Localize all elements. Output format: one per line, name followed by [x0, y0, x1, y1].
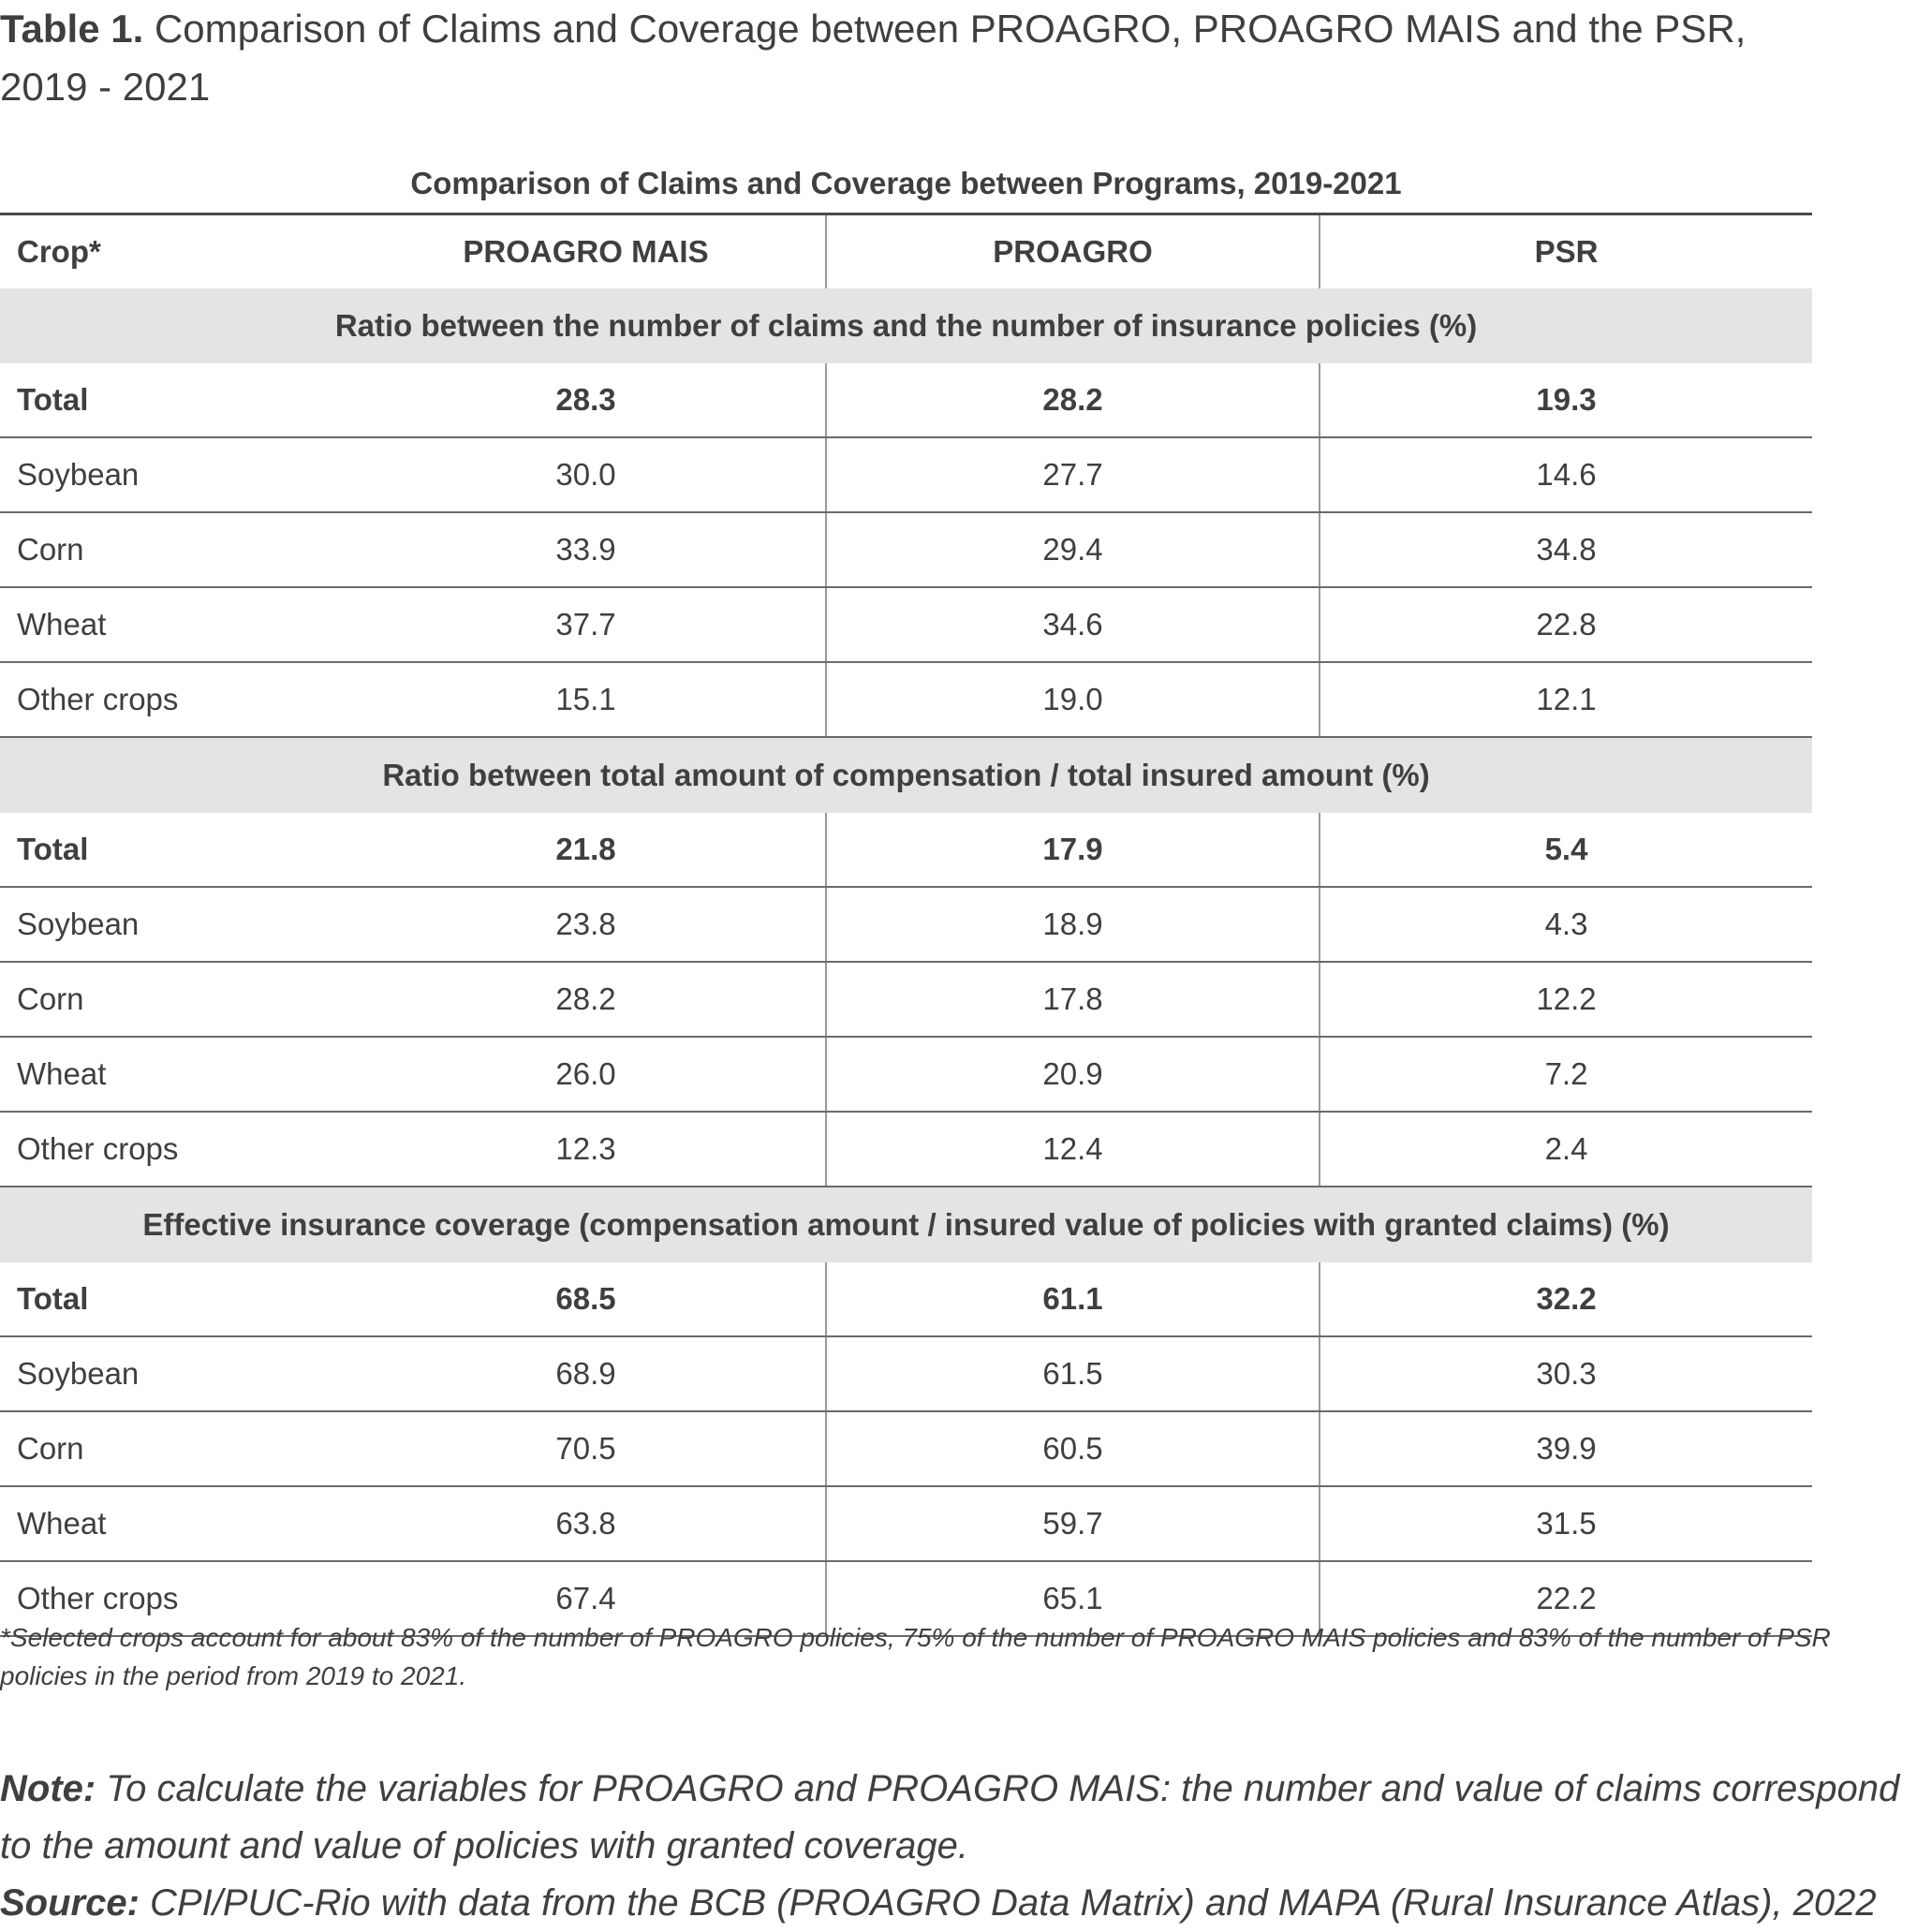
- value-cell: 34.6: [827, 588, 1320, 661]
- value-cell: 12.1: [1536, 682, 1597, 716]
- value-cell: 31.5: [1536, 1506, 1597, 1541]
- value-cell: 26.0: [347, 1038, 827, 1111]
- table-row-corn: [0, 513, 1812, 588]
- table-row-corn: [0, 1412, 1812, 1487]
- value-cell: 15.1: [347, 663, 827, 736]
- table-row-other-crops: [0, 1113, 1812, 1187]
- value-cell: 12.2: [1536, 981, 1597, 1016]
- crop-cell: Soybean: [17, 907, 140, 941]
- table-title-label: Table 1.: [0, 7, 144, 51]
- header-proagro-mais: PROAGRO MAIS: [347, 215, 827, 288]
- value-cell: 67.4: [347, 1562, 827, 1635]
- value-cell: 60.5: [827, 1412, 1320, 1485]
- value-cell: 17.9: [827, 813, 1320, 886]
- value-cell: 34.8: [1536, 532, 1597, 567]
- section-header-2: Ratio between total amount of compensation / total insured amount (%): [0, 738, 1812, 813]
- table-row-wheat: [0, 1038, 1812, 1113]
- value-cell: 70.5: [347, 1412, 827, 1485]
- value-cell: 19.0: [827, 663, 1320, 736]
- value-cell: 28.2: [347, 963, 827, 1036]
- crop-cell: Total: [17, 832, 89, 866]
- value-cell: 18.9: [827, 888, 1320, 961]
- header-crop: Crop*: [17, 234, 101, 269]
- table-row-soybean: [0, 888, 1812, 963]
- value-cell: 33.9: [347, 513, 827, 586]
- crop-cell: Wheat: [17, 1056, 107, 1091]
- value-cell: 12.3: [347, 1113, 827, 1186]
- value-cell: 17.8: [827, 963, 1320, 1036]
- value-cell: 20.9: [827, 1038, 1320, 1111]
- source-line: [0, 1875, 1932, 1932]
- value-cell: 14.6: [1536, 457, 1597, 492]
- value-cell: 61.1: [827, 1262, 1320, 1335]
- table-row-soybean: [0, 1337, 1812, 1412]
- source-label: Source:: [0, 1882, 140, 1924]
- header-proagro: PROAGRO: [827, 215, 1320, 288]
- table-row-other-crops: [0, 663, 1812, 738]
- value-cell: 28.3: [347, 363, 827, 436]
- value-cell: 29.4: [827, 513, 1320, 586]
- crop-cell: Corn: [17, 981, 84, 1016]
- value-cell: 39.9: [1536, 1431, 1597, 1466]
- value-cell: 12.4: [827, 1113, 1320, 1186]
- value-cell: 30.0: [347, 438, 827, 511]
- note-line: [0, 1761, 1932, 1875]
- crop-cell: Total: [17, 382, 89, 417]
- value-cell: 4.3: [1544, 907, 1588, 941]
- crop-cell: Total: [17, 1281, 89, 1316]
- table-row-total: [0, 363, 1812, 438]
- table-title-text: Comparison of Claims and Coverage between PROAGRO, PROAGRO MAIS and the PSR, 2019 - 2021: [0, 7, 1747, 109]
- crop-cell: Soybean: [17, 457, 140, 492]
- comparison-table: [0, 155, 1812, 1637]
- value-cell: 22.2: [1536, 1581, 1597, 1615]
- crop-cell: Corn: [17, 1431, 84, 1466]
- value-cell: 32.2: [1536, 1281, 1597, 1316]
- source-text: CPI/PUC-Rio with data from the BCB (PROAGRO Data Matrix) and MAPA (Rural Insurance Atlas), 2022: [139, 1882, 1877, 1924]
- section-header-3: Effective insurance coverage (compensation amount / insured value of policies with granted claims) (%): [0, 1187, 1812, 1262]
- crop-cell: Other crops: [17, 1131, 179, 1166]
- table-row-wheat: [0, 588, 1812, 663]
- value-cell: 5.4: [1544, 832, 1588, 866]
- value-cell: 37.7: [347, 588, 827, 661]
- note-text: To calculate the variables for PROAGRO and PROAGRO MAIS: the number and value of claims correspond to the amount and value of policies with granted coverage.: [0, 1768, 1900, 1866]
- note-label: Note:: [0, 1768, 96, 1809]
- value-cell: 63.8: [347, 1487, 827, 1560]
- crop-cell: Corn: [17, 532, 84, 567]
- value-cell: 68.5: [347, 1262, 827, 1335]
- table-row-wheat: [0, 1487, 1812, 1562]
- value-cell: 7.2: [1544, 1056, 1588, 1091]
- table-row-corn: [0, 963, 1812, 1038]
- value-cell: 23.8: [347, 888, 827, 961]
- crop-cell: Wheat: [17, 1506, 107, 1541]
- value-cell: 28.2: [827, 363, 1320, 436]
- crop-cell: Other crops: [17, 682, 179, 716]
- table-title: [0, 0, 1836, 116]
- table-body: [0, 288, 1812, 1637]
- table-caption: Comparison of Claims and Coverage between Programs, 2019-2021: [410, 166, 1402, 200]
- crop-cell: Wheat: [17, 607, 107, 642]
- header-psr: PSR: [1534, 234, 1599, 269]
- crop-cell: Soybean: [17, 1356, 140, 1391]
- value-cell: 65.1: [827, 1562, 1320, 1635]
- value-cell: 61.5: [827, 1337, 1320, 1410]
- table-row-total: [0, 1262, 1812, 1337]
- value-cell: 68.9: [347, 1337, 827, 1410]
- section-header-1: Ratio between the number of claims and the number of insurance policies (%): [0, 288, 1812, 363]
- value-cell: 30.3: [1536, 1356, 1597, 1391]
- value-cell: 22.8: [1536, 607, 1597, 642]
- value-cell: 27.7: [827, 438, 1320, 511]
- table-row-soybean: [0, 438, 1812, 513]
- value-cell: 19.3: [1536, 382, 1597, 417]
- crop-cell: Other crops: [17, 1581, 179, 1615]
- table-header-row: [0, 213, 1812, 288]
- notes-block: [0, 1761, 1932, 1932]
- value-cell: 2.4: [1544, 1131, 1588, 1166]
- table-row-total: [0, 813, 1812, 888]
- value-cell: 21.8: [347, 813, 827, 886]
- value-cell: 59.7: [827, 1487, 1320, 1560]
- table-footnote: *Selected crops account for about 83% of the number of PROAGRO policies, 75% of the number of PROAGRO MAIS policies and 83% of the number of PSR policies in the period from 2019 to 2021.: [0, 1623, 1831, 1690]
